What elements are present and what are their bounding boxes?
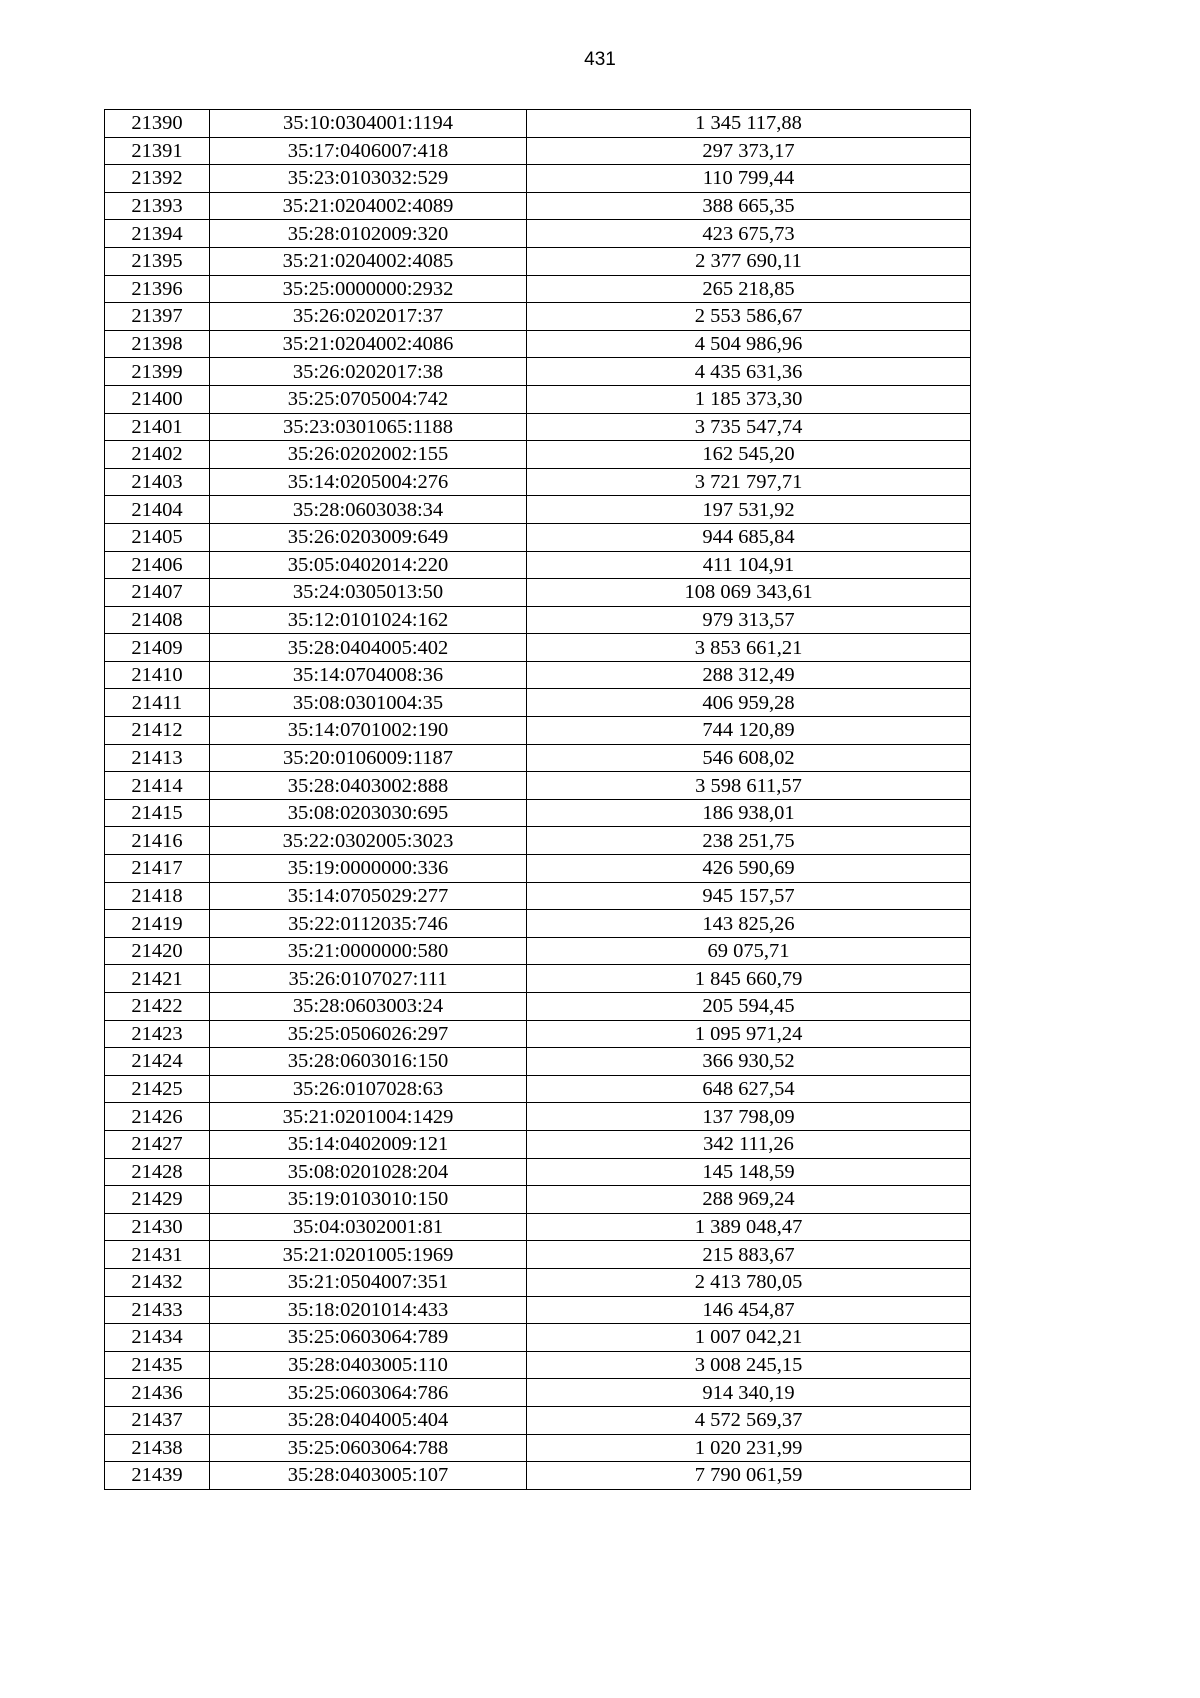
cadastral-number-cell: 35:10:0304001:1194: [210, 110, 527, 138]
cadastral-number-cell: 35:28:0403005:110: [210, 1351, 527, 1379]
cadastral-number-cell: 35:25:0705004:742: [210, 385, 527, 413]
row-number-cell: 21422: [105, 993, 210, 1021]
row-number-cell: 21412: [105, 717, 210, 745]
row-number-cell: 21398: [105, 330, 210, 358]
table-row: [105, 1324, 971, 1352]
cadastral-value-cell: 406 959,28: [527, 689, 971, 717]
cadastral-value-cell: 944 685,84: [527, 523, 971, 551]
table-row: [105, 827, 971, 855]
table-row: [105, 496, 971, 524]
cadastral-number-cell: 35:22:0302005:3023: [210, 827, 527, 855]
cadastral-value-cell: 108 069 343,61: [527, 579, 971, 607]
cadastral-number-cell: 35:28:0403002:888: [210, 772, 527, 800]
table-row: [105, 358, 971, 386]
table-row: [105, 275, 971, 303]
table-row: [105, 220, 971, 248]
table-row: [105, 1268, 971, 1296]
table-row: [105, 1351, 971, 1379]
table-row: [105, 523, 971, 551]
row-number-cell: 21417: [105, 855, 210, 883]
cadastral-value-cell: 265 218,85: [527, 275, 971, 303]
cadastral-value-cell: 366 930,52: [527, 1048, 971, 1076]
cadastral-value-table: [104, 109, 971, 1490]
cadastral-number-cell: 35:25:0000000:2932: [210, 275, 527, 303]
row-number-cell: 21393: [105, 192, 210, 220]
cadastral-value-cell: 288 969,24: [527, 1186, 971, 1214]
cadastral-value-cell: 426 590,69: [527, 855, 971, 883]
cadastral-value-cell: 3 735 547,74: [527, 413, 971, 441]
row-number-cell: 21434: [105, 1324, 210, 1352]
cadastral-number-cell: 35:25:0603064:786: [210, 1379, 527, 1407]
table-row: [105, 1406, 971, 1434]
cadastral-value-cell: 288 312,49: [527, 661, 971, 689]
cadastral-number-cell: 35:28:0603016:150: [210, 1048, 527, 1076]
row-number-cell: 21423: [105, 1020, 210, 1048]
table-row: [105, 1186, 971, 1214]
cadastral-value-cell: 137 798,09: [527, 1103, 971, 1131]
cadastral-value-cell: 744 120,89: [527, 717, 971, 745]
cadastral-number-cell: 35:25:0506026:297: [210, 1020, 527, 1048]
page-number: 431: [584, 49, 616, 70]
cadastral-value-cell: 4 572 569,37: [527, 1406, 971, 1434]
cadastral-value-cell: 110 799,44: [527, 165, 971, 193]
cadastral-number-cell: 35:28:0404005:404: [210, 1406, 527, 1434]
cadastral-number-cell: 35:25:0603064:789: [210, 1324, 527, 1352]
table-row: [105, 1241, 971, 1269]
table-row: [105, 247, 971, 275]
table-row: [105, 910, 971, 938]
table-row: [105, 634, 971, 662]
cadastral-value-cell: 1 095 971,24: [527, 1020, 971, 1048]
row-number-cell: 21407: [105, 579, 210, 607]
row-number-cell: 21425: [105, 1075, 210, 1103]
cadastral-value-cell: 979 313,57: [527, 606, 971, 634]
cadastral-number-cell: 35:24:0305013:50: [210, 579, 527, 607]
row-number-cell: 21420: [105, 937, 210, 965]
table-row: [105, 772, 971, 800]
cadastral-value-cell: 143 825,26: [527, 910, 971, 938]
cadastral-value-cell: 423 675,73: [527, 220, 971, 248]
row-number-cell: 21390: [105, 110, 210, 138]
cadastral-number-cell: 35:26:0107027:111: [210, 965, 527, 993]
cadastral-number-cell: 35:08:0301004:35: [210, 689, 527, 717]
table-row: [105, 882, 971, 910]
table-row: [105, 551, 971, 579]
row-number-cell: 21438: [105, 1434, 210, 1462]
table-row: [105, 1213, 971, 1241]
table-row: [105, 303, 971, 331]
row-number-cell: 21437: [105, 1406, 210, 1434]
cadastral-number-cell: 35:25:0603064:788: [210, 1434, 527, 1462]
row-number-cell: 21439: [105, 1462, 210, 1490]
row-number-cell: 21421: [105, 965, 210, 993]
cadastral-number-cell: 35:28:0102009:320: [210, 220, 527, 248]
row-number-cell: 21432: [105, 1268, 210, 1296]
table-row: [105, 1130, 971, 1158]
cadastral-number-cell: 35:21:0201004:1429: [210, 1103, 527, 1131]
row-number-cell: 21413: [105, 744, 210, 772]
cadastral-value-cell: 205 594,45: [527, 993, 971, 1021]
cadastral-number-cell: 35:28:0404005:402: [210, 634, 527, 662]
row-number-cell: 21406: [105, 551, 210, 579]
table-row: [105, 110, 971, 138]
cadastral-value-cell: 1 345 117,88: [527, 110, 971, 138]
cadastral-value-cell: 945 157,57: [527, 882, 971, 910]
row-number-cell: 21402: [105, 441, 210, 469]
cadastral-number-cell: 35:28:0603003:24: [210, 993, 527, 1021]
cadastral-number-cell: 35:14:0402009:121: [210, 1130, 527, 1158]
cadastral-number-cell: 35:14:0205004:276: [210, 468, 527, 496]
cadastral-number-cell: 35:12:0101024:162: [210, 606, 527, 634]
cadastral-number-cell: 35:08:0203030:695: [210, 799, 527, 827]
row-number-cell: 21431: [105, 1241, 210, 1269]
table-row: [105, 1379, 971, 1407]
cadastral-value-cell: 1 185 373,30: [527, 385, 971, 413]
cadastral-number-cell: 35:21:0204002:4089: [210, 192, 527, 220]
table-body: [105, 110, 971, 1490]
row-number-cell: 21405: [105, 523, 210, 551]
table-row: [105, 137, 971, 165]
cadastral-number-cell: 35:22:0112035:746: [210, 910, 527, 938]
cadastral-number-cell: 35:28:0603038:34: [210, 496, 527, 524]
row-number-cell: 21399: [105, 358, 210, 386]
cadastral-number-cell: 35:14:0704008:36: [210, 661, 527, 689]
cadastral-number-cell: 35:14:0705029:277: [210, 882, 527, 910]
cadastral-value-cell: 388 665,35: [527, 192, 971, 220]
row-number-cell: 21414: [105, 772, 210, 800]
cadastral-number-cell: 35:17:0406007:418: [210, 137, 527, 165]
cadastral-value-cell: 2 377 690,11: [527, 247, 971, 275]
table-row: [105, 165, 971, 193]
cadastral-value-cell: 342 111,26: [527, 1130, 971, 1158]
row-number-cell: 21392: [105, 165, 210, 193]
row-number-cell: 21427: [105, 1130, 210, 1158]
cadastral-number-cell: 35:26:0202017:38: [210, 358, 527, 386]
row-number-cell: 21404: [105, 496, 210, 524]
cadastral-value-cell: 69 075,71: [527, 937, 971, 965]
cadastral-number-cell: 35:20:0106009:1187: [210, 744, 527, 772]
row-number-cell: 21415: [105, 799, 210, 827]
table-row: [105, 855, 971, 883]
table-row: [105, 1048, 971, 1076]
cadastral-value-cell: 186 938,01: [527, 799, 971, 827]
cadastral-value-cell: 546 608,02: [527, 744, 971, 772]
cadastral-value-cell: 914 340,19: [527, 1379, 971, 1407]
table-row: [105, 1462, 971, 1490]
table-row: [105, 1020, 971, 1048]
cadastral-value-cell: 146 454,87: [527, 1296, 971, 1324]
cadastral-number-cell: 35:18:0201014:433: [210, 1296, 527, 1324]
table-row: [105, 689, 971, 717]
row-number-cell: 21435: [105, 1351, 210, 1379]
table-row: [105, 965, 971, 993]
cadastral-value-cell: 215 883,67: [527, 1241, 971, 1269]
cadastral-number-cell: 35:26:0202002:155: [210, 441, 527, 469]
table-row: [105, 1296, 971, 1324]
cadastral-value-cell: 145 148,59: [527, 1158, 971, 1186]
cadastral-value-cell: 3 853 661,21: [527, 634, 971, 662]
cadastral-value-cell: 197 531,92: [527, 496, 971, 524]
table-row: [105, 192, 971, 220]
cadastral-value-cell: 7 790 061,59: [527, 1462, 971, 1490]
row-number-cell: 21426: [105, 1103, 210, 1131]
table-row: [105, 799, 971, 827]
cadastral-value-cell: 3 721 797,71: [527, 468, 971, 496]
table-row: [105, 441, 971, 469]
row-number-cell: 21418: [105, 882, 210, 910]
cadastral-number-cell: 35:21:0504007:351: [210, 1268, 527, 1296]
table-row: [105, 413, 971, 441]
table-row: [105, 661, 971, 689]
row-number-cell: 21410: [105, 661, 210, 689]
table-row: [105, 1158, 971, 1186]
cadastral-value-cell: 4 504 986,96: [527, 330, 971, 358]
row-number-cell: 21411: [105, 689, 210, 717]
table-row: [105, 993, 971, 1021]
table-row: [105, 717, 971, 745]
cadastral-value-cell: 162 545,20: [527, 441, 971, 469]
row-number-cell: 21416: [105, 827, 210, 855]
cadastral-number-cell: 35:26:0107028:63: [210, 1075, 527, 1103]
cadastral-number-cell: 35:21:0204002:4086: [210, 330, 527, 358]
row-number-cell: 21401: [105, 413, 210, 441]
table-row: [105, 330, 971, 358]
cadastral-value-cell: 1 007 042,21: [527, 1324, 971, 1352]
table-row: [105, 606, 971, 634]
row-number-cell: 21419: [105, 910, 210, 938]
table-row: [105, 1103, 971, 1131]
table-row: [105, 1075, 971, 1103]
row-number-cell: 21400: [105, 385, 210, 413]
row-number-cell: 21408: [105, 606, 210, 634]
row-number-cell: 21424: [105, 1048, 210, 1076]
cadastral-value-cell: 2 413 780,05: [527, 1268, 971, 1296]
row-number-cell: 21403: [105, 468, 210, 496]
table-row: [105, 744, 971, 772]
row-number-cell: 21433: [105, 1296, 210, 1324]
row-number-cell: 21395: [105, 247, 210, 275]
cadastral-number-cell: 35:23:0103032:529: [210, 165, 527, 193]
cadastral-number-cell: 35:21:0000000:580: [210, 937, 527, 965]
cadastral-value-cell: 1 845 660,79: [527, 965, 971, 993]
row-number-cell: 21391: [105, 137, 210, 165]
cadastral-value-cell: 2 553 586,67: [527, 303, 971, 331]
cadastral-value-cell: 411 104,91: [527, 551, 971, 579]
cadastral-value-cell: 1 020 231,99: [527, 1434, 971, 1462]
cadastral-number-cell: 35:04:0302001:81: [210, 1213, 527, 1241]
row-number-cell: 21409: [105, 634, 210, 662]
row-number-cell: 21428: [105, 1158, 210, 1186]
row-number-cell: 21436: [105, 1379, 210, 1407]
cadastral-number-cell: 35:19:0103010:150: [210, 1186, 527, 1214]
cadastral-number-cell: 35:23:0301065:1188: [210, 413, 527, 441]
cadastral-value-cell: 3 008 245,15: [527, 1351, 971, 1379]
row-number-cell: 21429: [105, 1186, 210, 1214]
cadastral-value-cell: 4 435 631,36: [527, 358, 971, 386]
cadastral-number-cell: 35:26:0203009:649: [210, 523, 527, 551]
cadastral-number-cell: 35:26:0202017:37: [210, 303, 527, 331]
cadastral-number-cell: 35:14:0701002:190: [210, 717, 527, 745]
cadastral-value-cell: 648 627,54: [527, 1075, 971, 1103]
cadastral-value-cell: 238 251,75: [527, 827, 971, 855]
cadastral-number-cell: 35:28:0403005:107: [210, 1462, 527, 1490]
cadastral-value-cell: 297 373,17: [527, 137, 971, 165]
cadastral-number-cell: 35:05:0402014:220: [210, 551, 527, 579]
cadastral-number-cell: 35:21:0204002:4085: [210, 247, 527, 275]
row-number-cell: 21394: [105, 220, 210, 248]
cadastral-value-cell: 3 598 611,57: [527, 772, 971, 800]
row-number-cell: 21397: [105, 303, 210, 331]
table-row: [105, 579, 971, 607]
row-number-cell: 21396: [105, 275, 210, 303]
cadastral-number-cell: 35:21:0201005:1969: [210, 1241, 527, 1269]
cadastral-number-cell: 35:08:0201028:204: [210, 1158, 527, 1186]
table-row: [105, 1434, 971, 1462]
table-row: [105, 937, 971, 965]
row-number-cell: 21430: [105, 1213, 210, 1241]
table-row: [105, 468, 971, 496]
cadastral-value-cell: 1 389 048,47: [527, 1213, 971, 1241]
cadastral-number-cell: 35:19:0000000:336: [210, 855, 527, 883]
table-row: [105, 385, 971, 413]
